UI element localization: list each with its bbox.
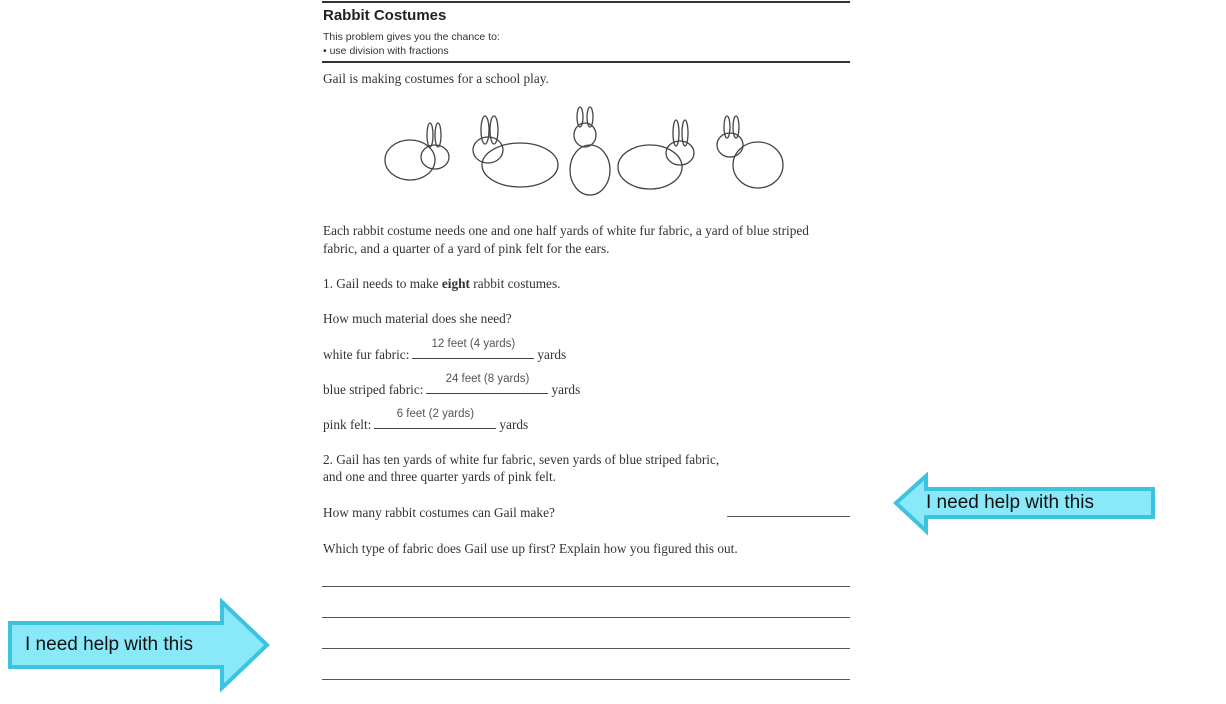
help-label-right: I need help with this: [926, 492, 1094, 513]
requirements-line-2: fabric, and a quarter of a yard of pink felt for the ears.: [323, 241, 610, 256]
scenario-text: Gail is making costumes for a school play.: [323, 71, 549, 86]
question-2-line-2: and one and three quarter yards of pink felt.: [323, 469, 556, 484]
requirements-line-1: Each rabbit costume needs one and one half yards of white fur fabric, a yard of blue striped: [323, 223, 809, 238]
intro-bullet: • use division with fractions: [323, 45, 449, 57]
answer-unit: yards: [551, 382, 581, 397]
answer-unit: yards: [537, 347, 567, 362]
answer-field[interactable]: 6 feet (2 yards): [374, 416, 496, 429]
answer-field[interactable]: 12 feet (4 yards): [412, 346, 534, 359]
answer-label: blue striped fabric:: [323, 382, 424, 397]
question-2-line-1: 2. Gail has ten yards of white fur fabric, seven yards of blue striped fabric,: [323, 452, 720, 467]
answer-label: white fur fabric:: [323, 347, 410, 362]
question-2b: Which type of fabric does Gail use up first? Explain how you figured this out.: [323, 541, 738, 556]
help-label-left: I need help with this: [25, 634, 193, 655]
q1-prefix: 1. Gail needs to make: [323, 276, 442, 291]
question-1-sub: How much material does she need?: [323, 311, 512, 326]
question-2a: How many rabbit costumes can Gail make?: [323, 505, 555, 520]
worksheet-title: Rabbit Costumes: [323, 7, 447, 24]
intro-text: This problem gives you the chance to:: [323, 31, 500, 43]
answer-unit: yards: [499, 417, 529, 432]
q1-suffix: rabbit costumes.: [469, 276, 561, 291]
answer-label: pink felt:: [323, 417, 372, 432]
answer-field[interactable]: 24 feet (8 yards): [426, 381, 548, 394]
q1-bold: eight: [441, 276, 470, 291]
